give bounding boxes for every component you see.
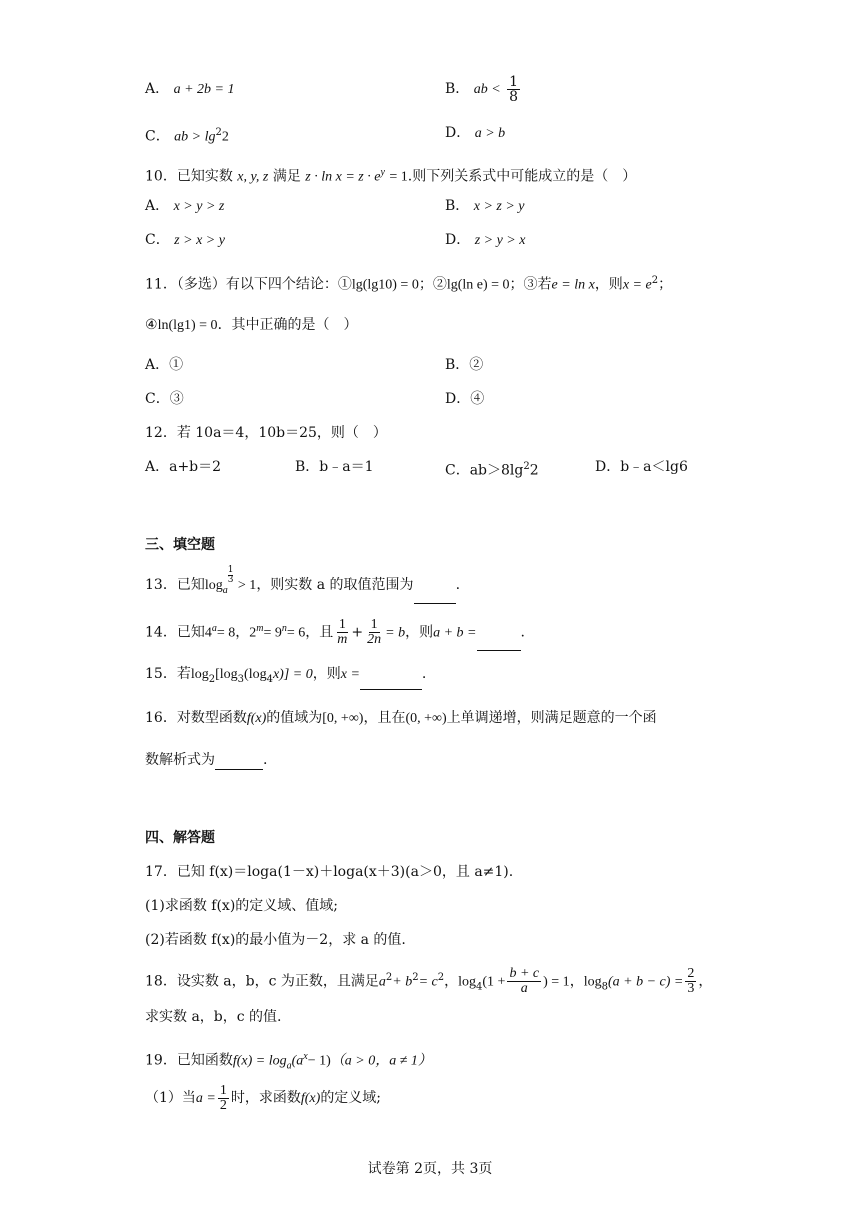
denominator: m [337,632,348,648]
math: （a > 0，a ≠ 1） [330,1053,432,1069]
option-text: ab > lg [174,129,216,145]
math: 2 [249,625,257,641]
q11-option-d: D．④ [445,391,485,407]
math: > 1 [237,578,257,593]
text: ； [658,276,673,293]
text: 10．已知实数 [145,168,233,185]
subscript: a [222,584,228,596]
fraction [507,967,541,996]
option-label: A． [145,198,170,214]
q11-stem-line1 [145,271,672,296]
superscript: 2 [412,972,419,983]
superscript: n [281,623,287,634]
q12-option-b: B．b﹣a＝1 [295,459,374,475]
denominator: 3 [227,575,234,585]
math: (a [291,1053,304,1069]
q17-part2: (2)若函数 f(x)的最小值为－2，求 a 的值. [145,932,406,948]
math: = 1 [389,169,408,185]
q10-option-c [145,230,225,251]
q12-option-d: D．b﹣a＜lg6 [595,459,688,475]
text: C．ab＞8lg [445,462,524,479]
q12-option-a: A．a+b＝2 [145,459,222,475]
q15 [145,664,426,690]
superscript: 2 [523,461,530,472]
subscript: 2 [208,673,216,685]
text: ，则 [312,666,341,682]
math: = b [385,625,406,641]
q11-option-c: C．③ [145,391,184,407]
subscript: 8 [601,981,608,993]
subscript: a [286,1060,292,1072]
fraction [685,967,696,996]
math: log [583,974,602,990]
q17-stem: 17．已知 f(x)＝loga(1－x)＋loga(x＋3)(a＞0，且 a≠1). [145,864,514,880]
text: 数解析式为 [145,752,215,768]
text: 14．已知 [145,624,205,641]
numerator: 1 [219,1082,227,1098]
math: f(x) [246,711,267,726]
math: (1 + [482,974,506,990]
fraction [365,618,383,647]
math: log [458,974,477,990]
q11-option-a: A．① [145,357,184,373]
q16-line2 [145,750,267,770]
math: = c [418,974,438,990]
q10-option-d [445,230,525,251]
option-text: x > y > z [173,199,225,214]
q12-option-c [445,457,539,481]
fraction [218,1084,229,1113]
math: x = [340,667,360,682]
answer-blank[interactable] [477,636,521,651]
superscript: a [211,623,217,634]
superscript: 2 [385,972,393,983]
q11-stem-line2 [145,315,358,336]
option-text: ab < [473,82,501,97]
option-text: z > x > y [174,233,225,248]
denominator: 2 [219,1097,227,1113]
text: 时，求函数 [230,1090,301,1106]
text: ， [444,973,459,990]
q9-option-b [445,72,522,107]
text: ，且 [305,624,334,641]
superscript: m [256,623,264,634]
answer-blank[interactable] [215,755,263,770]
q10-stem [145,163,636,188]
option-label: C． [145,232,170,248]
text: ，则实数 a 的取值范围为 [256,577,414,593]
math: e = ln x [551,277,595,293]
math: ) = 1 [543,974,570,990]
q9-option-d [445,123,505,144]
q10-option-a [145,196,224,217]
option-label: B． [445,198,470,214]
math: ln(lg1) = 0 [157,318,218,333]
fraction [507,75,520,104]
q19-part1 [145,1080,381,1117]
section-title-answer: 四、解答题 [145,830,215,846]
math: z · ln x = z · e [305,169,381,185]
text: 19．已知函数 [145,1052,233,1069]
math: = 6 [286,625,306,641]
denominator: 2n [367,632,382,648]
text: . [520,624,525,641]
text: ， [698,973,713,990]
text: ；③若 [509,276,552,293]
math: x = e [622,277,652,293]
option-label: C． [145,128,170,145]
option-label: A． [145,81,170,97]
q14 [145,612,525,651]
text: . [263,752,268,768]
math: (log [244,667,267,682]
q19-stem [145,1047,432,1076]
denominator: a [520,981,528,997]
math: [log [215,667,238,682]
q10-option-b [445,196,525,217]
option-label: D． [445,232,471,248]
numerator: 1 [227,565,234,575]
numerator: 1 [338,617,346,633]
option-text: a > b [474,126,506,141]
math: [0, +∞) [322,711,364,726]
text: 的定义域; [320,1090,382,1106]
text: 16．对数型函数 [145,710,247,726]
text: . [455,577,461,593]
math: = 8 [216,625,236,641]
text: ；② [418,276,447,293]
denominator: 3 [687,981,695,997]
option-label: D． [445,125,471,141]
numerator: b + c [509,966,540,982]
q11-option-b: B．② [445,357,484,373]
fraction [335,618,349,647]
text: 15．若 [145,666,191,682]
math: f(x) [300,1091,321,1106]
q17-part1: (1)求函数 f(x)的定义域、值域; [145,898,338,914]
text: ， [569,973,584,990]
math: (0, +∞) [405,711,447,726]
subscript: 4 [476,981,483,993]
math: a = [195,1091,216,1106]
text: 上单调递增，则满足题意的一个函 [446,710,657,726]
option-text: z > y > x [474,233,526,248]
numerator: 1 [370,617,378,633]
math: − 1) [307,1053,331,1069]
section-title-fill-in: 三、填空题 [145,537,215,553]
text: ，则 [594,276,623,293]
math: 4 [204,625,212,641]
text: ， [235,624,250,641]
text: .则下列关系式中可能成立的是（ ） [407,168,637,185]
text: ，且在 [363,710,406,726]
superscript: 2 [215,127,222,138]
superscript: x [303,1051,308,1062]
math: (a + b − c) = [607,974,684,990]
math: log [190,667,209,682]
text: . [421,666,427,682]
q12-stem: 12．若 10a＝4，10b＝25，则（ ） [145,425,387,441]
math: + [351,624,364,641]
text: 13．已知 [145,577,205,593]
text: 2 [529,462,539,479]
superscript-fraction [228,566,234,585]
math: = 9 [263,625,282,641]
math: lg(lg10) = 0 [351,277,419,293]
text: 18．设实数 a，b，c 为正数，且满足 [145,973,379,990]
math: + b [392,974,413,990]
subscript: 3 [237,673,245,685]
text: ．其中正确的是（ ） [217,317,358,333]
math: lg(ln e) = 0 [446,277,510,293]
text: 满足 [272,168,301,185]
superscript: 2 [437,972,445,983]
subscript: 4 [266,673,273,685]
q13 [145,565,461,604]
option-text: x > z > y [473,199,525,214]
denominator: 8 [509,88,519,105]
option-text: a + 2b = 1 [173,82,235,97]
q9-option-a [145,79,234,100]
option-text: 2 [221,129,229,145]
q16-line1 [145,708,657,729]
text: （1）当 [145,1090,196,1106]
text: 11．（多选）有以下四个结论：① [145,276,352,293]
math: f(x) = log [232,1053,287,1069]
math: x, y, z [237,169,269,185]
superscript: y [380,167,385,178]
text: 的值域为 [266,710,323,726]
q9-option-c [145,123,229,148]
superscript: 2 [651,275,659,286]
option-label: B． [445,81,470,97]
text: ④ [145,317,158,333]
q18-line2: 求实数 a，b，c 的值. [145,1009,282,1025]
answer-blank[interactable] [414,589,456,604]
page-footer: 试卷第 2页，共 3页 [367,1161,493,1177]
text: ，则 [405,624,434,641]
numerator: 1 [509,73,519,90]
math: log [204,578,223,593]
q18-line1 [145,960,712,1005]
math: x)] = 0 [272,667,313,682]
math: a + b = [433,625,477,641]
answer-blank[interactable] [360,675,422,690]
math: a [378,974,386,990]
numerator: 2 [687,966,695,982]
